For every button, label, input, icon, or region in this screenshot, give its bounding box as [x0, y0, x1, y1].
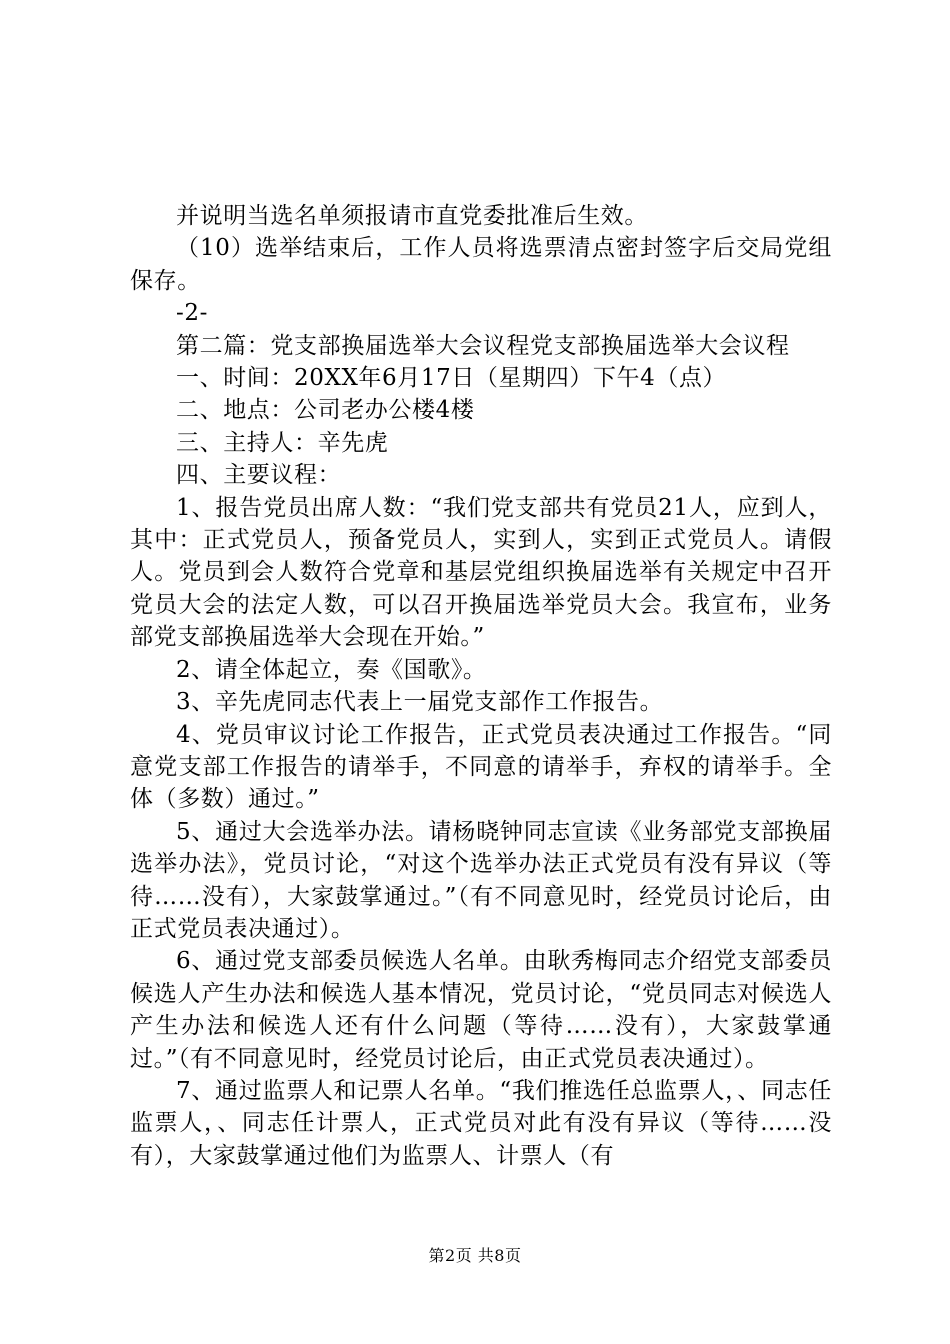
- paragraph-ballot-storage: （10）选举结束后，工作人员将选票清点密封签字后交局党组保存。: [130, 235, 832, 294]
- document-body: [130, 200, 832, 1172]
- agenda-main-items-heading: 四、主要议程：: [176, 462, 342, 489]
- agenda-location: 二、地点：公司老办公楼4楼: [176, 397, 475, 424]
- agenda-item-6: 6、通过党支部委员候选人名单。由耿秀梅同志介绍党支部委员候选人产生办法和候选人基本情况，党员讨论，“党员同志对候选人产生办法和候选人还有什么问题（等待……没有），大家鼓掌通过。”（有不同意见时，经党员讨论后，由正式党员表决通过）。: [130, 948, 832, 1072]
- page-marker: -2-: [176, 300, 208, 327]
- page-footer: [0, 1243, 950, 1266]
- agenda-time: 一、时间：20XX年6月17日（星期四）下午4（点）: [176, 365, 727, 392]
- agenda-item-4: 4、党员审议讨论工作报告，正式党员表决通过工作报告。“同意党支部工作报告的请举手，不同意的请举手，弃权的请举手。全体（多数）通过。”: [130, 721, 832, 813]
- page-number-label: 第2页 共8页: [428, 1246, 522, 1265]
- agenda-item-2: 2、请全体起立，奏《国歌》。: [176, 656, 487, 683]
- agenda-item-3: 3、辛先虎同志代表上一届党支部作工作报告。: [176, 689, 664, 716]
- paragraph-approval-note: 并说明当选名单须报请市直党委批准后生效。: [176, 203, 648, 229]
- agenda-item-5: 5、通过大会选举办法。请杨晓钟同志宣读《业务部党支部换届选举办法》，党员讨论，“对这个选举办法正式党员有没有异议（等待……没有），大家鼓掌通过。”（有不同意见时，经党员讨论后，由正式党员表决通过）。: [130, 818, 832, 942]
- agenda-item-1: 1、报告党员出席人数：“我们党支部共有党员21人，应到人，其中：正式党员人，预备党员人，实到人，实到正式党员人。请假人。党员到会人数符合党章和基层党组织换届选举有关规定中召开党员大会的法定人数，可以召开换届选举党员大会。我宣布，业务部党支部换届选举大会现在开始。”: [130, 494, 832, 651]
- agenda-item-7: 7、通过监票人和记票人名单。“我们推选任总监票人，、同志任监票人，、同志任计票人，正式党员对此有没有异议（等待……没有），大家鼓掌通过他们为监票人、计票人（有: [130, 1077, 832, 1169]
- agenda-host: 三、主持人：辛先虎: [176, 429, 389, 456]
- section-heading: 第二篇：党支部换届选举大会议程党支部换届选举大会议程: [176, 332, 790, 359]
